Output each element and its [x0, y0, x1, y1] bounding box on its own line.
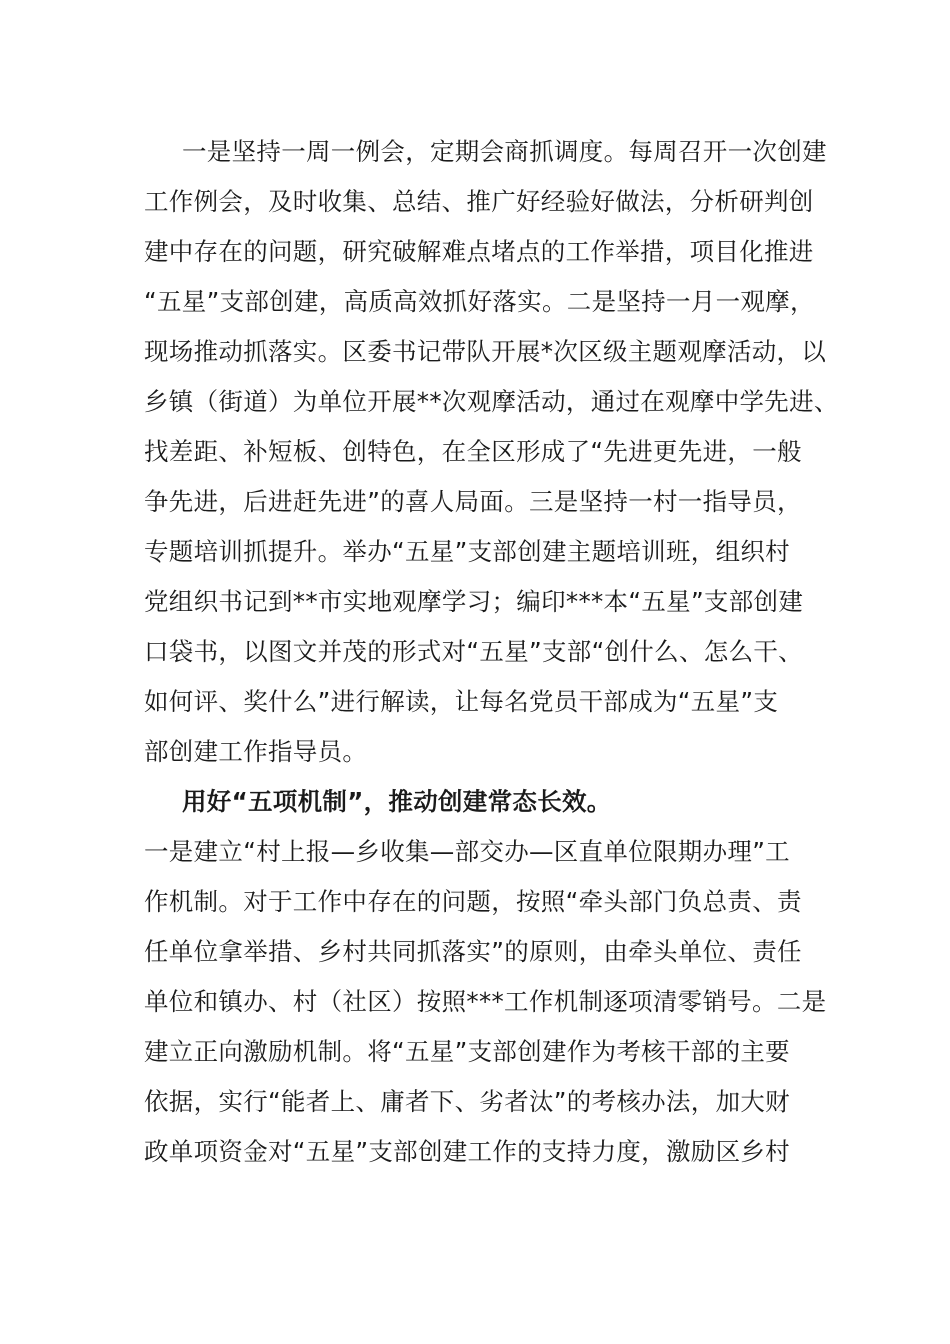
paragraph-line: 政单项资金对“五星”支部创建工作的支持力度，激励区乡村: [144, 1137, 790, 1166]
paragraph-line: 建中存在的问题，研究破解难点堵点的工作举措，项目化推进: [144, 237, 814, 266]
paragraph-line: 依据，实行“能者上、庸者下、劣者汰”的考核办法，加大财: [144, 1087, 790, 1116]
paragraph-line: 口袋书，以图文并茂的形式对“五星”支部“创什么、怎么干、: [144, 637, 803, 666]
paragraph-line: 工作例会，及时收集、总结、推广好经验好做法，分析研判创: [144, 187, 814, 216]
paragraph-line: 如何评、奖什么”进行解读，让每名党员干部成为“五星”支: [144, 687, 779, 716]
paragraph-line: 专题培训抓提升。举办“五星”支部创建主题培训班，组织村: [144, 537, 790, 566]
paragraph-line: 任单位拿举措、乡村共同抓落实”的原则，由牵头单位、责任: [144, 937, 802, 966]
paragraph-line: 部创建工作指导员。: [144, 737, 368, 766]
paragraph-line: 现场推动抓落实。区委书记带队开展*次区级主题观摩活动，以: [144, 337, 827, 366]
section-heading: 用好“五项机制”，推动创建常态长效。: [182, 787, 612, 816]
paragraph-line: 单位和镇办、村（社区）按照***工作机制逐项清零销号。二是: [144, 987, 827, 1016]
paragraph-line: “五星”支部创建，高质高效抓好落实。二是坚持一月一观摩，: [144, 287, 815, 316]
paragraph-line: 乡镇（街道）为单位开展**次观摩活动，通过在观摩中学先进、: [144, 387, 839, 416]
paragraph-line: 争先进，后进赶先进”的喜人局面。三是坚持一村一指导员，: [144, 487, 802, 516]
paragraph-line: 一是建立“村上报—乡收集—部交办—区直单位限期办理”工: [144, 837, 790, 866]
paragraph-line: 建立正向激励机制。将“五星”支部创建作为考核干部的主要: [144, 1037, 790, 1066]
paragraph-line: 作机制。对于工作中存在的问题，按照“牵头部门负总责、责: [144, 887, 802, 916]
paragraph-line: 一是坚持一周一例会，定期会商抓调度。每周召开一次创建: [182, 137, 827, 166]
paragraph-line: 找差距、补短板、创特色，在全区形成了“先进更先进，一般: [144, 437, 802, 466]
paragraph-line: 党组织书记到**市实地观摩学习；编印***本“五星”支部创建: [144, 587, 804, 616]
